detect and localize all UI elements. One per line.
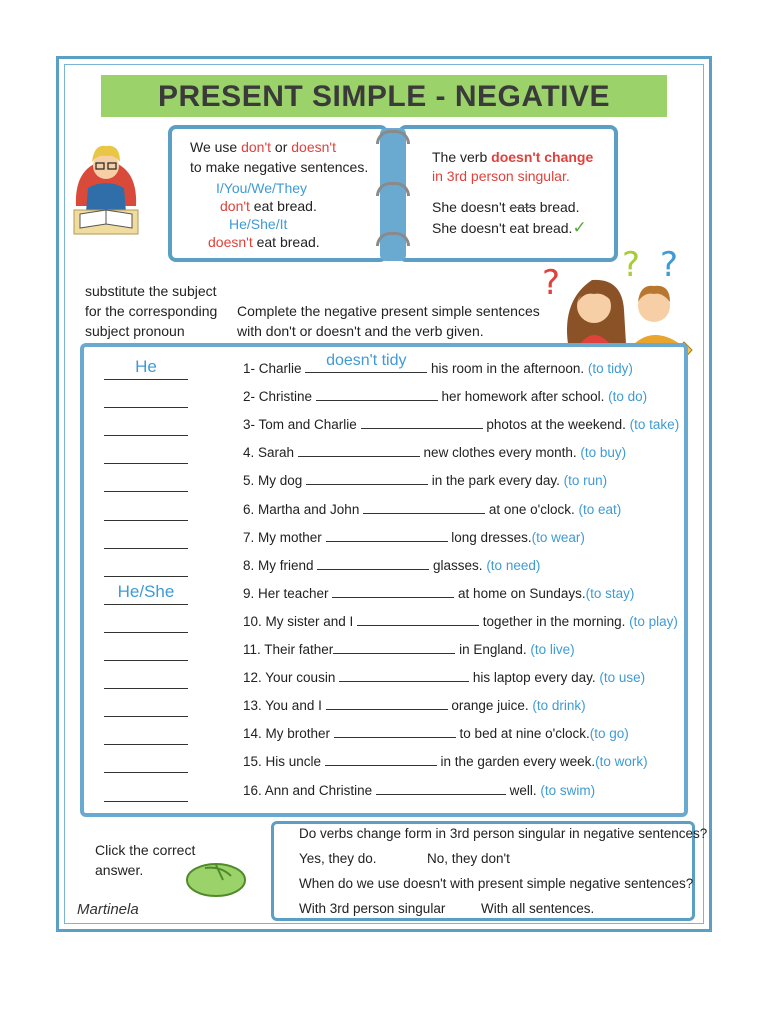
exercise-sentence: 2- Christine her homework after school. (to do) bbox=[243, 386, 647, 407]
verb-hint: (to go) bbox=[589, 726, 629, 742]
pronoun-answer-field[interactable] bbox=[104, 638, 188, 661]
verb-answer-field[interactable] bbox=[376, 780, 506, 795]
children-thinking-illustration bbox=[534, 240, 694, 344]
exercise-row bbox=[0, 779, 760, 807]
exercise-sentence: 14. My brother to bed at nine o'clock.(to go) bbox=[243, 723, 629, 744]
pronoun-answer-field[interactable] bbox=[104, 441, 188, 464]
quiz-q2-option-all[interactable]: With all sentences. bbox=[481, 901, 595, 916]
quiz-q2-option-3rd-person[interactable]: With 3rd person singular bbox=[299, 901, 446, 916]
exercise-sentence: 11. Their father in England. (to live) bbox=[243, 639, 575, 660]
exercise-row bbox=[0, 498, 760, 526]
exercise-row bbox=[0, 413, 760, 441]
exercise-row bbox=[0, 441, 760, 469]
instruction-left-2: for the corresponding bbox=[85, 303, 218, 319]
verb-hint: (to live) bbox=[530, 642, 575, 657]
pronoun-answer-field[interactable] bbox=[104, 554, 188, 577]
question-mark-icon: ? bbox=[622, 245, 641, 285]
verb-hint: (to stay) bbox=[585, 585, 635, 601]
verb-answer-field[interactable] bbox=[298, 442, 420, 457]
click-instruction-1: Click the correct bbox=[95, 842, 196, 858]
pronoun-answer-field[interactable] bbox=[104, 610, 188, 633]
pronoun-answer-text: He/She bbox=[117, 581, 175, 601]
exercise-sentence: 1- Charlie doesn't tidy his room in the afternoon. (to tidy) bbox=[243, 352, 633, 376]
exercise-sentence: 12. Your cousin his laptop every day. (to use) bbox=[243, 667, 645, 688]
question-mark-icon: ? bbox=[542, 263, 561, 303]
exercise-row bbox=[0, 352, 760, 385]
rule-right-line-1: The verb doesn't change bbox=[432, 149, 594, 165]
exercise-row bbox=[0, 694, 760, 722]
example-dont: don't eat bread. bbox=[220, 198, 317, 214]
instruction-right-1: Complete the negative present simple sentences bbox=[237, 303, 540, 319]
instruction-right-2: with don't or doesn't and the verb given. bbox=[237, 323, 484, 339]
exercise-row bbox=[0, 722, 760, 750]
verb-answer-field[interactable] bbox=[361, 414, 483, 429]
pronoun-answer-field[interactable] bbox=[104, 526, 188, 549]
verb-answer-field[interactable] bbox=[306, 470, 428, 485]
quiz-q1-option-yes[interactable]: Yes, they do. bbox=[299, 851, 377, 866]
exercise-row bbox=[0, 385, 760, 413]
rule-line-1: We use don't or doesn't bbox=[190, 139, 336, 155]
verb-hint: (to wear) bbox=[531, 529, 585, 545]
exercise-sentence: 15. His uncle in the garden every week.(to work) bbox=[243, 751, 648, 772]
teacher-reading-illustration bbox=[70, 136, 142, 238]
exercise-row bbox=[0, 554, 760, 582]
verb-hint: (to use) bbox=[599, 670, 646, 686]
pronoun-answer-field[interactable] bbox=[104, 722, 188, 745]
example-doesnt: doesn't eat bread. bbox=[208, 234, 320, 250]
quiz-q1-option-no[interactable]: No, they don't bbox=[427, 851, 510, 866]
page-title: PRESENT SIMPLE - NEGATIVE bbox=[158, 80, 610, 113]
plural-pronouns: I/You/We/They bbox=[216, 180, 308, 196]
verb-hint: (to take) bbox=[629, 417, 680, 433]
verb-answer-field[interactable] bbox=[326, 527, 448, 542]
singular-pronouns: He/She/It bbox=[229, 216, 288, 232]
verb-hint: (to do) bbox=[608, 389, 648, 405]
verb-hint: (to need) bbox=[486, 557, 541, 573]
pronoun-answer-text: He bbox=[135, 357, 157, 376]
correct-example: She doesn't eat bread.✓ bbox=[432, 218, 587, 237]
verb-answer-field[interactable] bbox=[363, 499, 485, 514]
pronoun-answer-field[interactable] bbox=[104, 750, 188, 773]
pronoun-answer-field[interactable] bbox=[104, 469, 188, 492]
verb-hint: (to drink) bbox=[532, 698, 586, 714]
quiz-question-2: When do we use doesn't with present simple negative sentences? bbox=[299, 876, 694, 891]
verb-hint: (to run) bbox=[563, 473, 608, 489]
instruction-left-3: subject pronoun bbox=[85, 323, 185, 339]
exercise-sentence: 7. My mother long dresses.(to wear) bbox=[243, 527, 585, 548]
verb-hint: (to tidy) bbox=[587, 361, 633, 376]
wrong-example: She doesn't eats bread. bbox=[432, 199, 580, 215]
pronoun-answer-field[interactable] bbox=[104, 385, 188, 408]
exercise-row bbox=[0, 638, 760, 666]
verb-answer-field[interactable] bbox=[325, 751, 437, 766]
exercise-row bbox=[0, 750, 760, 778]
rule-line-2: to make negative sentences. bbox=[190, 159, 369, 175]
exercise-row bbox=[0, 526, 760, 554]
pronoun-answer-field[interactable] bbox=[104, 413, 188, 436]
verb-answer-field[interactable] bbox=[357, 611, 479, 626]
verb-hint: (to swim) bbox=[540, 782, 596, 798]
click-instruction-2: answer. bbox=[95, 862, 144, 878]
exercise-sentence: 6. Martha and John at one o'clock. (to eat) bbox=[243, 499, 621, 520]
exercise-row bbox=[0, 582, 760, 610]
verb-hint: (to play) bbox=[629, 613, 678, 629]
author-signature: Martinela bbox=[77, 901, 139, 918]
verb-answer-field[interactable] bbox=[339, 667, 469, 682]
pronoun-answer-field[interactable] bbox=[104, 666, 188, 689]
verb-answer-field[interactable] bbox=[333, 639, 455, 654]
pronoun-answer-field[interactable] bbox=[104, 694, 188, 717]
mouse-icon bbox=[185, 862, 247, 898]
exercise-row bbox=[0, 666, 760, 694]
exercise-sentence: 9. Her teacher at home on Sundays.(to stay) bbox=[243, 583, 634, 604]
verb-answer-field[interactable] bbox=[317, 555, 429, 570]
verb-answer-field[interactable] bbox=[316, 386, 438, 401]
exercise-row bbox=[0, 610, 760, 638]
exercise-sentence: 8. My friend glasses. (to need) bbox=[243, 555, 540, 576]
verb-hint: (to buy) bbox=[580, 445, 627, 461]
exercise-sentence: 13. You and I orange juice. (to drink) bbox=[243, 695, 586, 716]
verb-hint: (to eat) bbox=[578, 501, 622, 517]
check-icon: ✓ bbox=[572, 218, 587, 237]
verb-answer-field[interactable] bbox=[332, 583, 454, 598]
verb-answer-field[interactable] bbox=[326, 695, 448, 710]
exercise-sentence: 3- Tom and Charlie photos at the weekend. (to take) bbox=[243, 414, 679, 435]
exercise-sentence: 16. Ann and Christine well. (to swim) bbox=[243, 780, 595, 801]
exercise-sentence: 10. My sister and I together in the morning. (to play) bbox=[243, 611, 678, 632]
pronoun-answer-field[interactable] bbox=[104, 498, 188, 521]
verb-answer-field[interactable] bbox=[334, 723, 456, 738]
question-mark-icon: ? bbox=[660, 245, 679, 285]
verb-hint: (to work) bbox=[595, 754, 648, 770]
exercise-row bbox=[0, 469, 760, 497]
exercise-sentence: 5. My dog in the park every day. (to run) bbox=[243, 470, 607, 491]
exercise-sentence: 4. Sarah new clothes every month. (to buy) bbox=[243, 442, 626, 463]
instruction-left-1: substitute the subject bbox=[85, 283, 217, 299]
verb-answer-field[interactable] bbox=[305, 352, 427, 373]
quiz-question-1: Do verbs change form in 3rd person singular in negative sentences? bbox=[299, 826, 708, 841]
pronoun-answer-field[interactable] bbox=[104, 779, 188, 802]
verb-answer-text: doesn't tidy bbox=[326, 352, 407, 369]
rule-right-line-2: in 3rd person singular. bbox=[432, 168, 570, 184]
